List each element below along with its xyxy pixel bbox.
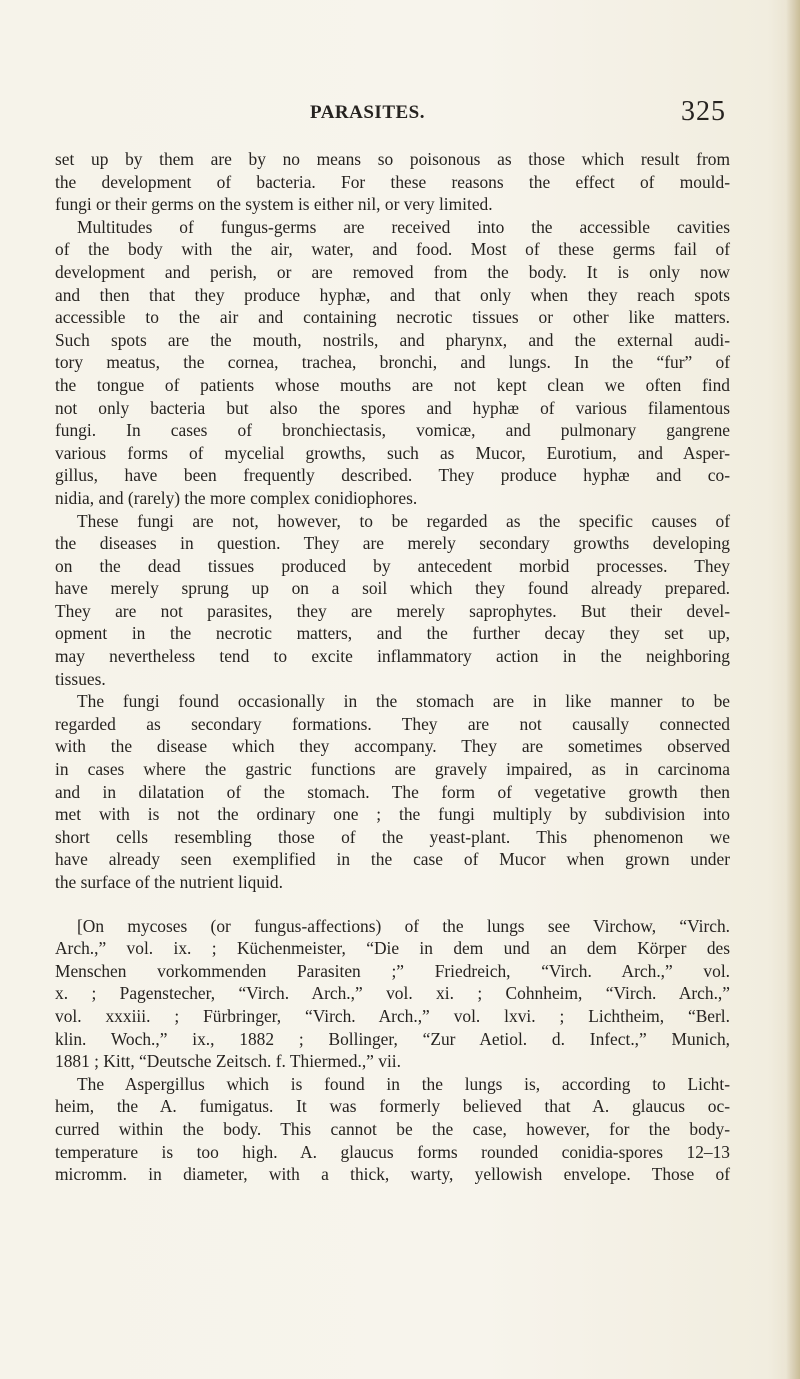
text-line: tissues. — [55, 668, 106, 689]
text-line: opment in the necrotic matters, and the further decay they set up, — [55, 623, 730, 644]
text-line: development and perish, or are removed from the body. It is only now — [55, 261, 730, 282]
text-line: Such spots are the mouth, nostrils, and pharynx, and the external audi- — [55, 329, 730, 350]
text-line: with the disease which they accompany. They are sometimes observed — [55, 736, 730, 757]
section-gap — [55, 894, 730, 915]
note-line: temperature is too high. A. glaucus forms rounded conidia-spores 12–13 — [55, 1141, 730, 1162]
text-line: the diseases in question. They are merely secondary growths developing — [55, 533, 730, 554]
text-line: fungi or their germs on the system is either nil, or very limited. — [55, 194, 493, 215]
note-line: 1881 ; Kitt, “Deutsche Zeitsch. f. Thiermed.,” vii. — [55, 1051, 401, 1072]
text-line: Multitudes of fungus-germs are received into the accessible cavities — [77, 216, 730, 237]
note-line: heim, the A. fumigatus. It was formerly believed that A. glaucus oc- — [55, 1096, 730, 1117]
note-line: klin. Woch.,” ix., 1882 ; Bollinger, “Zur Aetiol. d. Infect.,” Munich, — [55, 1028, 730, 1049]
text-line: the tongue of patients whose mouths are not kept clean we often find — [55, 374, 730, 395]
text-line: nidia, and (rarely) the more complex conidiophores. — [55, 487, 418, 508]
text-line: of the body with the air, water, and food. Most of these germs fail of — [55, 239, 730, 260]
page-edge-shadow — [786, 0, 800, 1379]
text-line: have already seen exemplified in the case of Mucor when grown under — [55, 849, 730, 870]
note-line: curred within the body. This cannot be the case, however, for the body- — [55, 1118, 730, 1139]
text-line: the development of bacteria. For these reasons the effect of mould- — [55, 171, 730, 192]
text-line: on the dead tissues produced by antecedent morbid processes. They — [55, 555, 730, 576]
text-line: These fungi are not, however, to be regarded as the specific causes of — [77, 510, 730, 531]
note-line: vol. xxxiii. ; Fürbringer, “Virch. Arch.,” vol. lxvi. ; Lichtheim, “Berl. — [55, 1005, 730, 1026]
text-line: gillus, have been frequently described. They produce hyphæ and co- — [55, 465, 730, 486]
text-line: tory meatus, the cornea, trachea, bronchi, and lungs. In the “fur” of — [55, 352, 730, 373]
text-line: fungi. In cases of bronchiectasis, vomicæ, and pulmonary gangrene — [55, 420, 730, 441]
running-title: PARASITES. — [310, 102, 425, 123]
note-line: [On mycoses (or fungus-affections) of the lungs see Virchow, “Virch. — [77, 915, 730, 936]
text-line: accessible to the air and containing necrotic tissues or other like matters. — [55, 307, 730, 328]
text-line: met with is not the ordinary one ; the fungi multiply by subdivision into — [55, 804, 730, 825]
note-line: The Aspergillus which is found in the lungs is, according to Licht- — [77, 1073, 730, 1094]
page-number: 325 — [681, 96, 726, 127]
note-line: Menschen vorkommenden Parasiten ;” Friedreich, “Virch. Arch.,” vol. — [55, 960, 730, 981]
text-line: and then that they produce hyphæ, and that only when they reach spots — [55, 284, 730, 305]
text-line: not only bacteria but also the spores and hyphæ of various filamentous — [55, 397, 730, 418]
note-line: x. ; Pagenstecher, “Virch. Arch.,” vol. xi. ; Cohnheim, “Virch. Arch.,” — [55, 983, 730, 1004]
body-text — [55, 148, 730, 1186]
text-line: may nevertheless tend to excite inflammatory action in the neighboring — [55, 646, 730, 667]
text-line: various forms of mycelial growths, such as Mucor, Eurotium, and Asper- — [55, 442, 730, 463]
note-line: micromm. in diameter, with a thick, warty, yellowish envelope. Those of — [55, 1164, 730, 1185]
text-line: They are not parasites, they are merely saprophytes. But their devel- — [55, 600, 730, 621]
text-line: and in dilatation of the stomach. The form of vegetative growth then — [55, 781, 730, 802]
text-line: the surface of the nutrient liquid. — [55, 872, 283, 892]
note-line: Arch.,” vol. ix. ; Küchenmeister, “Die in dem und an dem Körper des — [55, 938, 730, 959]
page-header — [300, 96, 726, 134]
text-line: regarded as secondary formations. They are not causally connected — [55, 713, 730, 734]
text-line: have merely sprung up on a soil which they found already prepared. — [55, 578, 730, 599]
text-line: in cases where the gastric functions are gravely impaired, as in carcinoma — [55, 759, 730, 780]
text-line: short cells resembling those of the yeast-plant. This phenomenon we — [55, 826, 730, 847]
text-line: The fungi found occasionally in the stomach are in like manner to be — [77, 691, 730, 712]
text-line: set up by them are by no means so poisonous as those which result from — [55, 149, 730, 169]
